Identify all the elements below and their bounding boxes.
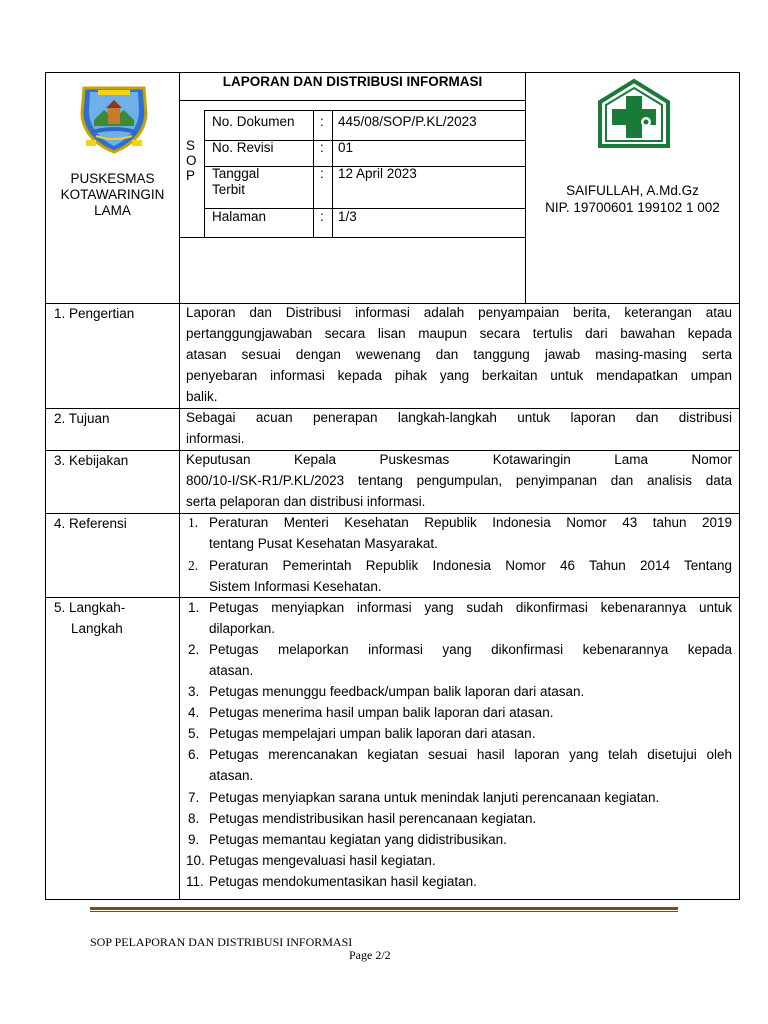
text-line: Petugas mengevaluasi hasil kegiatan. bbox=[209, 853, 436, 868]
section-label-kebijakan: 3. Kebijakan bbox=[54, 453, 129, 468]
section-label-tujuan: 2. Tujuan bbox=[54, 411, 110, 426]
list-number: 11. bbox=[186, 874, 204, 889]
text-line: Peraturan Menteri Kesehatan Republik Indonesia Nomor 43 tahun 2019 bbox=[209, 515, 732, 530]
field-value-tanggal-terbit: 12 April 2023 bbox=[338, 166, 417, 181]
field-label-no-revisi: No. Revisi bbox=[212, 140, 274, 155]
list-item bbox=[209, 808, 732, 829]
signer-nip: NIP. 19700601 199102 1 002 bbox=[545, 200, 720, 215]
text-line: tentang Pusat Kesehatan Masyarakat. bbox=[209, 536, 438, 551]
list-item bbox=[209, 850, 732, 871]
text-line: Petugas merencanakan kegiatan sesuai hasil laporan yang telah disetujui oleh bbox=[209, 747, 732, 762]
text-line: Petugas mendokumentasikan hasil kegiatan. bbox=[209, 874, 477, 889]
text-line: Laporan dan Distribusi informasi adalah penyampaian berita, keterangan atau bbox=[186, 305, 732, 320]
regency-emblem bbox=[76, 84, 152, 154]
sop-letter-o: O bbox=[186, 153, 197, 168]
signer-name: SAIFULLAH, A.Md.Gz bbox=[566, 183, 699, 198]
section-text-pengertian bbox=[186, 302, 732, 407]
field-label-terbit: Terbit bbox=[212, 182, 246, 197]
section-text-kebijakan bbox=[186, 449, 732, 512]
text-line: dilaporkan. bbox=[209, 621, 276, 636]
sop-letter-s: S bbox=[186, 138, 196, 153]
text-line: informasi. bbox=[186, 431, 245, 446]
list-item bbox=[209, 681, 732, 702]
section-label-referensi: 4. Referensi bbox=[54, 516, 127, 531]
text-line: Petugas mendistribusikan hasil perencanaan kegiatan. bbox=[209, 811, 537, 826]
field-sep: : bbox=[320, 209, 324, 224]
list-number: 2. bbox=[188, 642, 200, 657]
list-number: 5. bbox=[188, 726, 200, 741]
text-line: pertanggungjawaban secara lisan maupun secara tertulis dari bawahan kepada bbox=[186, 326, 732, 341]
list-number: 1. bbox=[188, 600, 200, 615]
list-number: 6. bbox=[188, 747, 200, 762]
sop-letter-p: P bbox=[186, 168, 196, 183]
field-label-tanggal: Tanggal bbox=[212, 166, 260, 181]
field-sep: : bbox=[320, 140, 324, 155]
puskesmas-logo bbox=[596, 78, 672, 150]
org-name-line3: LAMA bbox=[94, 203, 131, 218]
text-line: Peraturan Pemerintah Republik Indonesia Nomor 46 Tahun 2014 Tentang bbox=[209, 558, 732, 573]
footer-title: SOP PELAPORAN DAN DISTRIBUSI INFORMASI bbox=[90, 935, 353, 949]
field-value-halaman: 1/3 bbox=[338, 209, 357, 224]
list-item bbox=[209, 744, 732, 786]
list-number: 3. bbox=[188, 684, 200, 699]
footer-rule bbox=[90, 907, 678, 912]
list-number: 4. bbox=[188, 705, 200, 720]
text-line: Petugas menyiapkan sarana untuk menindak lanjuti perencanaan kegiatan. bbox=[209, 790, 660, 805]
text-line: penyebaran informasi kepada pihak yang berkaitan untuk mendapatkan umpan bbox=[186, 368, 732, 383]
org-name-line1: PUSKESMAS bbox=[70, 171, 155, 186]
text-line: 800/10-I/SK-R1/P.KL/2023 tentang pengumpulan, penyimpanan dan analisis data bbox=[186, 473, 732, 488]
list-number: 10. bbox=[186, 853, 205, 868]
text-line: Petugas melaporkan informasi yang dikonfirmasi kebenarannya kepada bbox=[209, 642, 732, 657]
text-line: atasan sesuai dengan wewenang dan tanggung jawab masing-masing serta bbox=[186, 347, 732, 362]
text-line: Petugas menunggu feedback/umpan balik laporan dari atasan. bbox=[209, 684, 585, 699]
list-number: 7. bbox=[188, 790, 200, 805]
section-label-langkah-2: Langkah bbox=[71, 621, 123, 636]
text-line: Petugas mempelajari umpan balik laporan dari atasan. bbox=[209, 726, 536, 741]
section-label-pengertian: 1. Pengertian bbox=[54, 306, 135, 321]
text-line: atasan. bbox=[209, 663, 254, 678]
text-line: Sebagai acuan penerapan langkah-langkah untuk laporan dan distribusi bbox=[186, 410, 732, 425]
document-title: LAPORAN DAN DISTRIBUSI INFORMASI bbox=[222, 74, 483, 89]
list-item bbox=[209, 639, 732, 681]
section-text-tujuan bbox=[186, 407, 732, 449]
list-item bbox=[209, 723, 732, 744]
org-name-line2: KOTAWARINGIN bbox=[60, 187, 165, 202]
list-item bbox=[209, 512, 732, 554]
field-label-no-dokumen: No. Dokumen bbox=[212, 114, 295, 129]
list-item bbox=[209, 829, 732, 850]
list-item bbox=[209, 597, 732, 639]
list-item bbox=[209, 702, 732, 723]
text-line: Petugas memantau kegiatan yang didistribusikan. bbox=[209, 832, 507, 847]
footer-page: Page 2/2 bbox=[349, 948, 391, 962]
list-number: 8. bbox=[188, 811, 200, 826]
text-line: Keputusan Kepala Puskesmas Kotawaringin Lama Nomor bbox=[186, 452, 732, 467]
field-label-halaman: Halaman bbox=[212, 209, 267, 224]
text-line: Sistem Informasi Kesehatan. bbox=[209, 579, 382, 594]
section-label-langkah: 5. Langkah- bbox=[54, 600, 126, 615]
list-number: 9. bbox=[188, 832, 200, 847]
list-number: 2. bbox=[188, 558, 199, 573]
field-sep: : bbox=[320, 166, 324, 181]
list-item bbox=[209, 871, 732, 892]
field-value-no-revisi: 01 bbox=[338, 140, 354, 155]
text-line: Petugas menyiapkan informasi yang sudah dikonfirmasi kebenarannya untuk bbox=[209, 600, 732, 615]
text-line: serta pelaporan dan distribusi informasi. bbox=[186, 494, 426, 509]
field-sep: : bbox=[320, 114, 324, 129]
list-number: 1. bbox=[188, 515, 199, 530]
list-item bbox=[209, 555, 732, 597]
field-value-no-dokumen: 445/08/SOP/P.KL/2023 bbox=[338, 114, 477, 129]
text-line: atasan. bbox=[209, 768, 254, 783]
text-line: balik. bbox=[186, 389, 218, 404]
text-line: Petugas menerima hasil umpan balik laporan dari atasan. bbox=[209, 705, 554, 720]
list-item bbox=[209, 787, 732, 808]
